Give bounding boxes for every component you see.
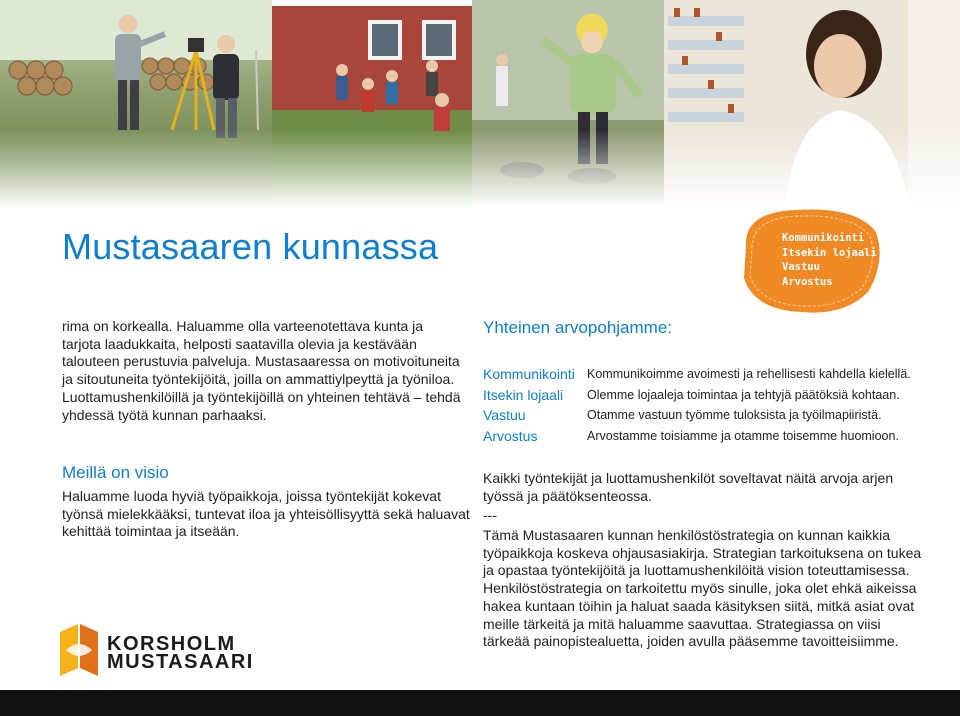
value-row [483,364,911,385]
bottom-bar [0,690,960,716]
banner-fade [0,130,960,212]
value-row [483,385,911,406]
page-title: Mustasaaren kunnassa [62,226,439,267]
values-summary: Kaikki työntekijät ja luottamushenkilöt soveltavat näitä arvoja arjen työssä ja päätöksenteossa. [483,470,894,504]
value-row [483,426,911,447]
badge-line: Itsekin lojaali [782,246,877,259]
value-name: Itsekin lojaali [483,386,564,403]
vision-heading: Meillä on visio [62,463,169,482]
logo-text-mustasaari: MUSTASAARI [107,651,254,673]
strategy-paragraph: Tämä Mustasaaren kunnan henkilöstöstrategia on kunnan kaikkia työpaikkoja koskeva ohjausasiakirja. Strategian tarkoituksena on tukea ja opastaa työntekijöitä ja luottamushenkilöitä vision toteuttamisessa. Henkilöstöstrategia on tarkoitettu myös sinulle, joka olet ehkä aikeissa hakea kuntaan töihin ja haluat saada käsityksen siitä, mitkä asiat ovat meille tärkeitä ja mitä haluamme saavuttaa. Strategiassa on viisi tärkeää painopistealuetta, joiden avulla pääsemme tavoitteisiimme. [483,527,922,650]
logo-emblem-icon [60,624,98,676]
badge-text [782,231,877,289]
value-description: Kommunikoimme avoimesti ja rehellisesti kahdella kielellä. [587,367,911,382]
separator-text: --- [483,507,497,523]
badge-line: Vastuu [782,261,820,273]
value-row [483,405,911,426]
values-table [483,364,911,446]
logo-text-korsholm: KORSHOLM [107,633,236,655]
badge-line: Arvostus [782,275,833,288]
intro-paragraph: rima on korkealla. Haluamme olla varteenotettava kunta ja tarjota laadukkaita, helposti saatavilla olevia ja kestävään talouteen perustuvia palveluja. Mustasaaressa on motivoituneita ja sitoutuneita työntekijöitä, joilla on ammattiylpeyttä ja työniloa. Luottamushenkilöillä ja työntekijöillä on yhteinen tehtävä – tehdä yhdessä työtä kunnan parhaaksi. [62,318,461,423]
value-description: Otamme vastuun työmme tuloksista ja työilmapiiristä. [587,408,882,423]
vision-paragraph: Haluamme luoda hyviä työpaikkoja, joissa työntekijät kokevat työnsä mielekkääksi, tuntevat iloa ja yhteisöllisyyttä sekä haluavat kehittää toimintaa ja itseään. [62,488,470,540]
value-name: Kommunikointi [483,366,575,383]
value-description: Arvostamme toisiamme ja otamme toisemme huomioon. [587,428,899,443]
value-name: Arvostus [483,427,538,444]
photo-banner [0,0,960,212]
value-description: Olemme lojaaleja toimintaa ja tehtyjä päätöksiä kohtaan. [587,387,900,402]
badge-line: Kommunikointi [782,232,865,244]
value-name: Vastuu [483,407,526,424]
values-heading: Yhteinen arvopohjamme: [483,318,673,337]
